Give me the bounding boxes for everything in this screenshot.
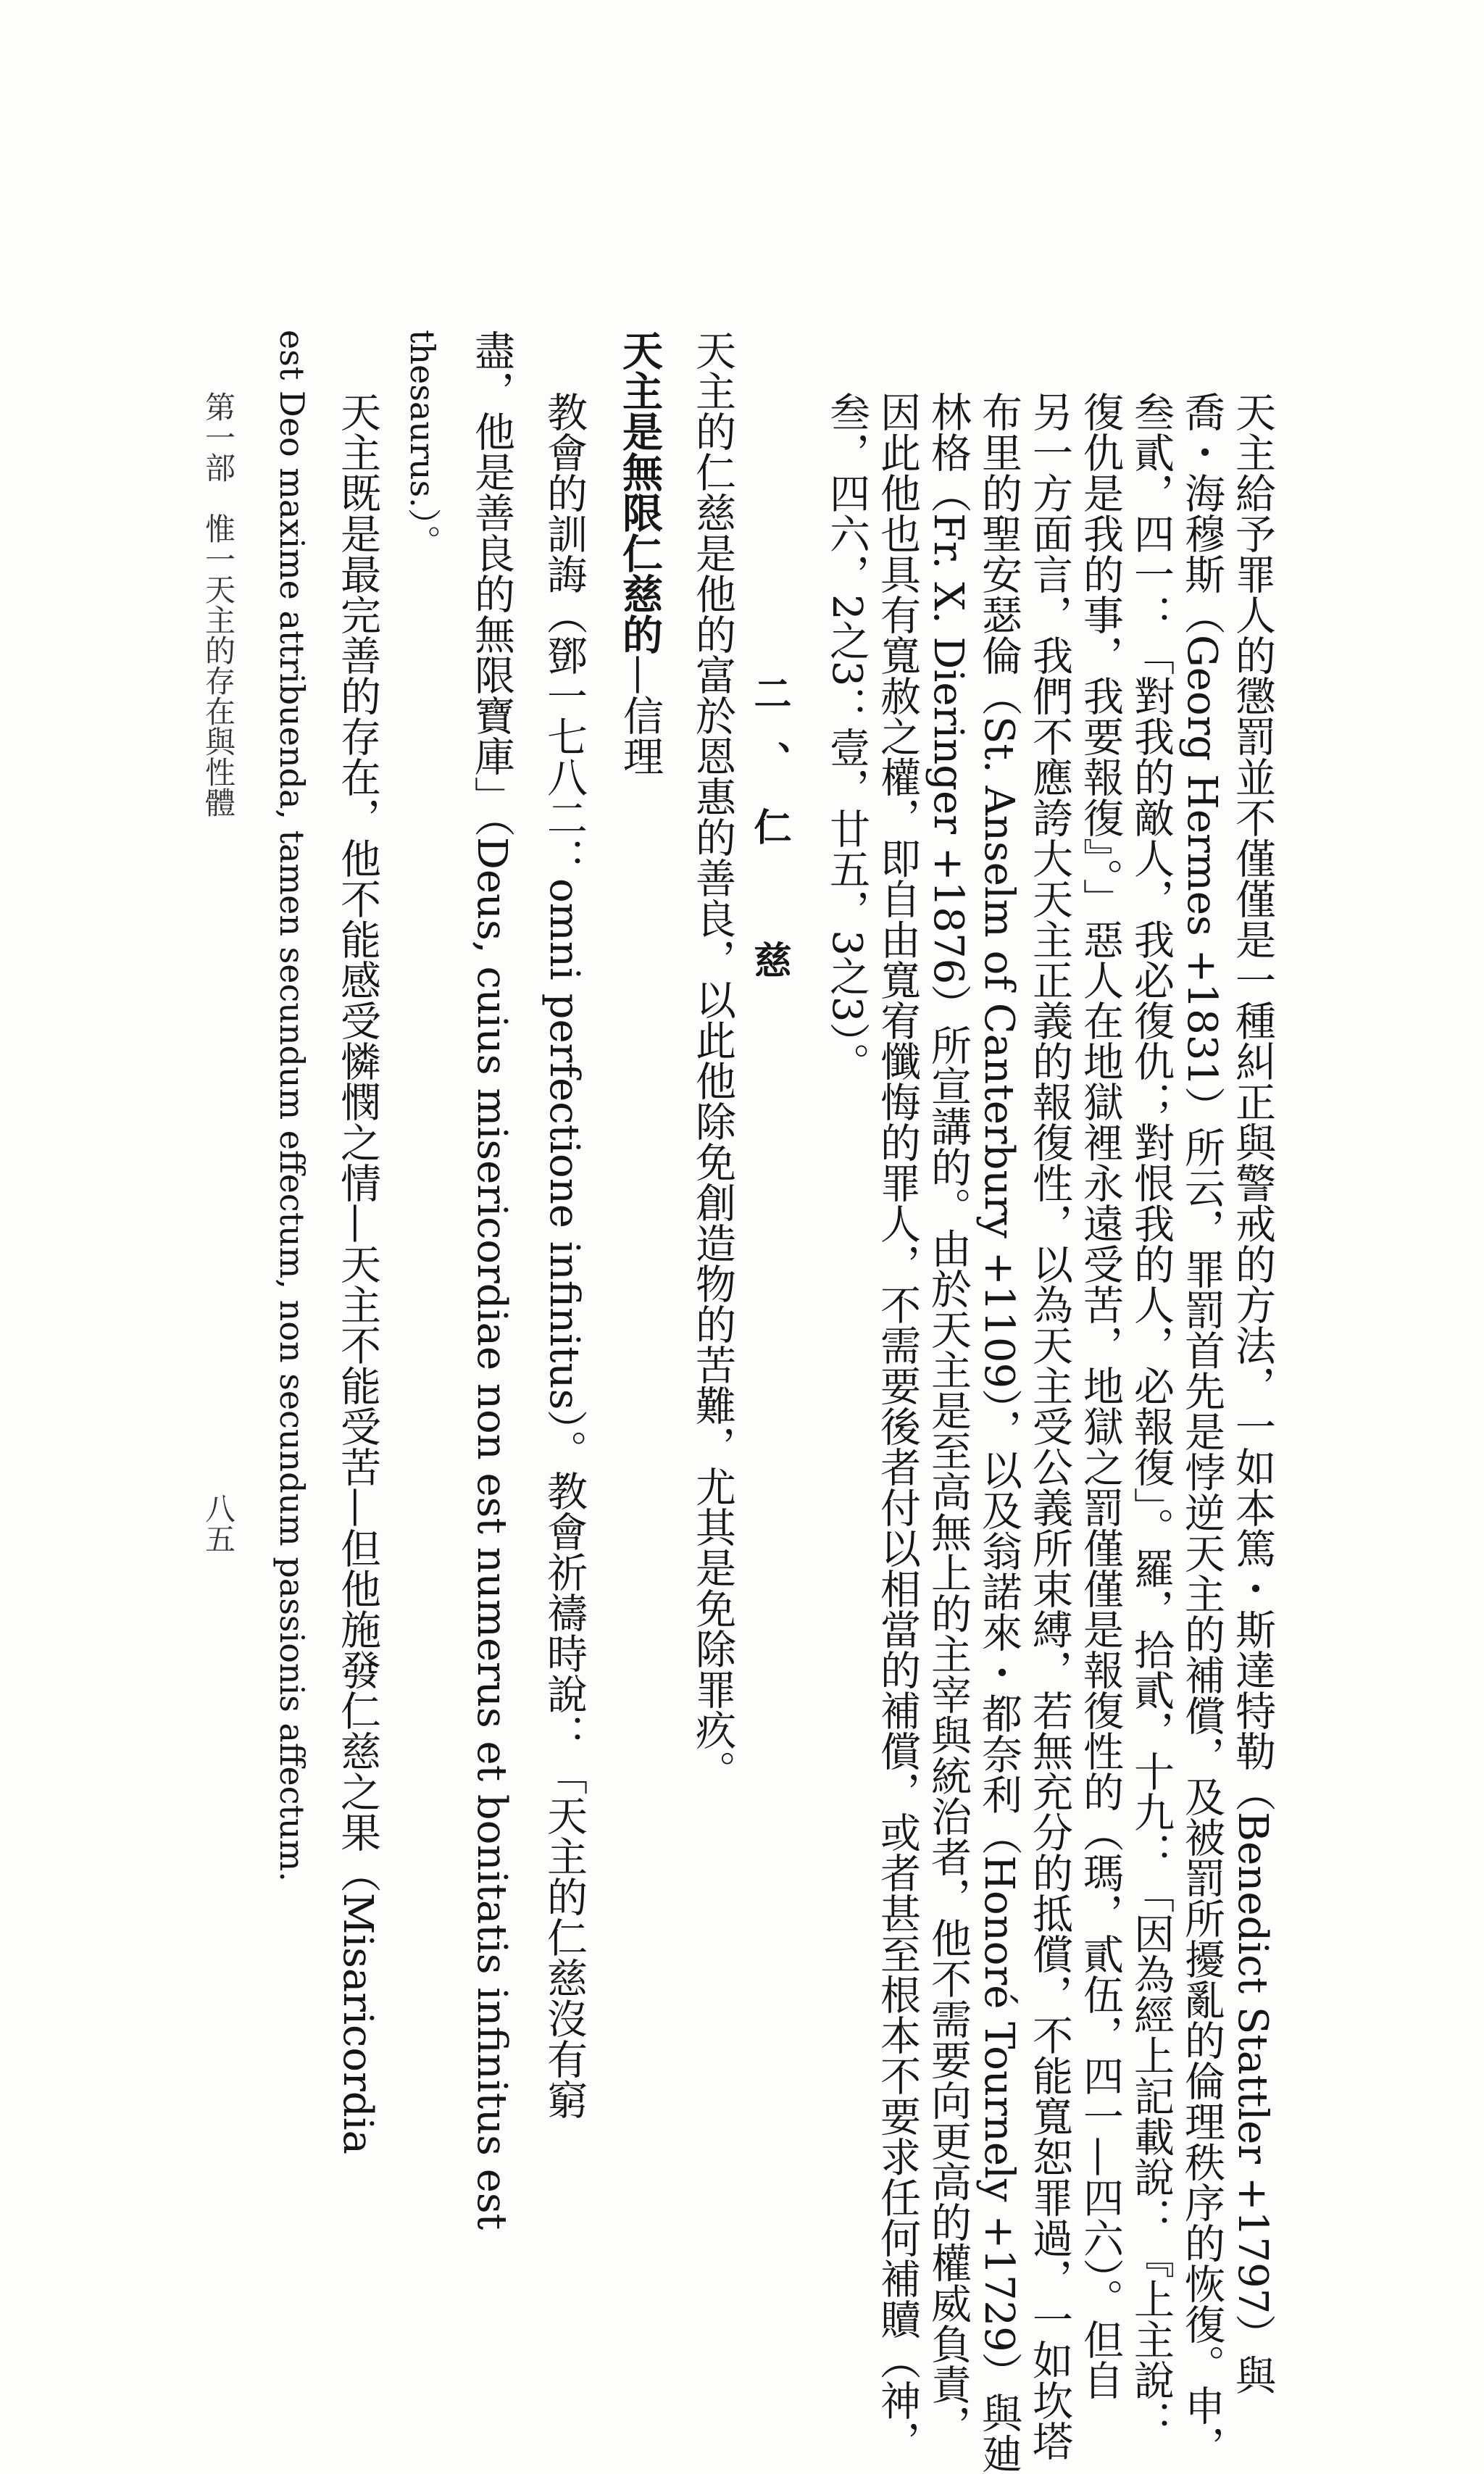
section-title: 二、仁 慈 [747,674,791,1007]
thesis-heading: 天主是無限仁慈的 [616,330,664,654]
body-column: 教會的訓誨（鄧一七八二：omni perfectione infinitus）。教會祈禱時說：「天主的仁慈沒有窮 [541,391,588,2120]
thesis-grade: 信理 [617,695,664,776]
text-column: 復仇是我的事，我要報復』。」惡人在地獄裡永遠受苦，地獄之罰僅僅是報復性的（瑪，貳伍，四一—四六）。但自 [1077,391,1124,2400]
text-column: 布里的聖安瑟倫（St. Anselm of Canterbury +1109），以及翁諾來・都奈利（Honoré Tournely +1729）與廸 [975,391,1022,2474]
body-column: est Deo maxime attribuenda, tamen secundum effectum, non secundum passionis affectum. [272,330,312,1882]
thesis-dash: — [617,654,664,695]
body-column: 天主既是最完善的存在，他不能感受憐憫之情—天主不能受苦—但他施發仁慈之果（Misaricordia [334,391,381,2155]
section-intro: 天主的仁慈是他的富於恩惠的善良，以此他除免創造物的苦難，尤其是免除罪疚。 [689,330,736,1791]
body-column: thesaurus.）。 [403,330,442,558]
body-column: 盡，他是善良的無限寶庫」（Deus, cuius misericordiae non est numerus et bonitatis infinitus est [468,330,515,2231]
page-number: 八五 [201,1493,236,1554]
text-column: 叁，四六，2之3：壹，廿五，3之3）。 [823,391,870,1083]
running-footer: 第一部 惟一天主的存在與性體 [201,391,236,817]
text-column: 叁貳，四一：「對我的敵人，我必復仇；對恨我的人，必報復」。羅，拾貳，十九：「因為經上記載說：『上主說： [1127,391,1175,2441]
text-column: 另一方面言，我們不應誇大天主正義的報復性，以為天主受公義所束縛，若無充分的抵償，不能寬恕罪過，一如坎塔 [1026,391,1073,2461]
text-column: 天主給予罪人的懲罰並不僅僅是一種糾正與警戒的方法，一如本篤・斯達特勒（Benedict Stattler +1797）與 [1229,391,1276,2396]
text-column: 因此他也具有寬赦之權，即自由寬宥懺悔的罪人，不需要後者付以相當的補償，或者甚至根本不要求任何補贖（神， [874,391,921,2461]
thesis-heading-column [616,330,664,776]
text-column: 林格（Fr. X. Dieringer +1876）所宣講的。由於天主是至高無上的主宰與統治者，他不需要向更高的權威負責， [925,391,972,2446]
text-column: 喬・海穆斯（Georg Hermes +1831）所云，罪罰首先是悖逆天主的補償，及被罰所擾亂的倫理秩序的恢復。申， [1178,391,1225,2466]
